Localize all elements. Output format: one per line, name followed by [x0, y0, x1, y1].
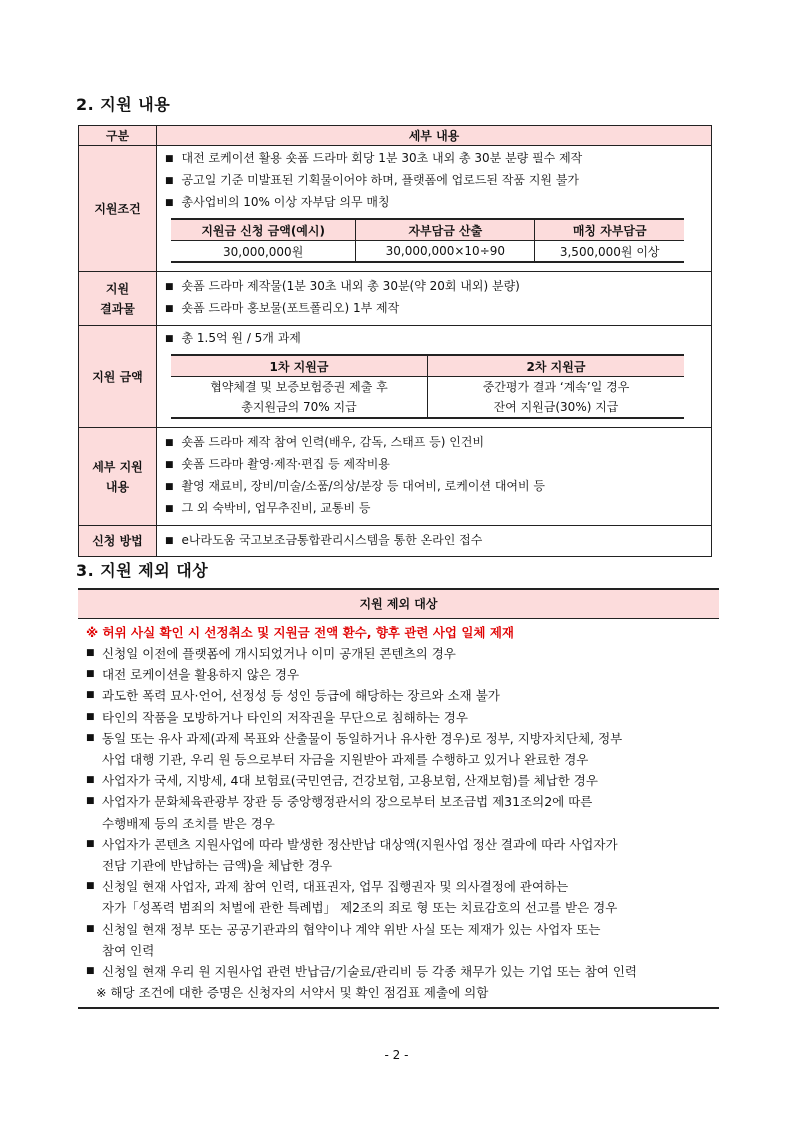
list-item: ■ 숏폼 드라마 촬영·제작·편집 등 제작비용	[165, 454, 705, 476]
matching-cell: 3,500,000원 이상	[535, 241, 684, 263]
exclusion-line: 전담 기관에 반납하는 금액)을 체납한 경우	[102, 858, 333, 874]
label-conditions: 지원조건	[79, 146, 157, 272]
exclusion-line: ■ 사업자가 콘텐츠 지원사업에 따라 발생한 정산반납 대상액(지원사업 정산 결과에 따라 사업자가	[102, 836, 618, 852]
exclusion-item	[86, 919, 719, 961]
exclusion-item	[86, 876, 719, 918]
exclusion-line: ■ 신청일 이전에 플랫폼에 개시되었거나 이미 공개된 콘텐츠의 경우	[102, 646, 456, 661]
content-apply	[157, 526, 712, 557]
exclusion-line: 참여 인력	[102, 942, 155, 958]
exclusion-line: ■ 사업자가 문화체육관광부 장관 등 중앙행정관서의 장으로부터 보조금법 제31조의2에 따른	[102, 794, 593, 810]
row-amount	[79, 326, 712, 428]
exclusion-item	[86, 728, 719, 770]
row-details	[79, 428, 712, 526]
content-conditions	[157, 146, 712, 272]
payment-table	[171, 354, 684, 419]
section-title-exclusions: 3. 지원 제외 대상	[76, 561, 209, 580]
header-details: 세부 내용	[157, 126, 712, 146]
label-line: 지원	[105, 281, 130, 296]
label-line: 결과물	[100, 301, 135, 316]
exclusions-body	[78, 619, 719, 1009]
row-conditions	[79, 146, 712, 272]
label-results	[79, 272, 157, 326]
exclusion-line: ■ 대전 로케이션을 활용하지 않은 경우	[102, 667, 300, 683]
exclusion-line: ■ 과도한 폭력 묘사·언어, 선정성 등 성인 등급에 해당하는 장르와 소재 불가	[102, 688, 500, 704]
exclusion-line: ■ 타인의 작품을 모방하거나 타인의 저작권을 무단으로 침해하는 경우	[102, 709, 468, 725]
list-item: ■ e나라도움 국고보조금통합관리시스템을 통한 온라인 접수	[165, 530, 705, 552]
matching-header: 자부담금 산출	[356, 219, 535, 241]
list-item: ■ 총사업비의 10% 이상 자부담 의무 매칭	[165, 192, 705, 214]
exclusion-item	[86, 770, 719, 791]
support-content-table	[78, 125, 712, 557]
exclusion-line: 수행배제 등의 조치를 받은 경우	[102, 815, 275, 831]
list-item: ■ 그 외 숙박비, 업무추진비, 교통비 등	[165, 498, 705, 520]
exclusion-line: 사업 대행 기관, 우리 원 등으로부터 자금을 지원받아 과제를 수행하고 있거나 완료한 경우	[102, 752, 589, 768]
label-details	[79, 428, 157, 526]
matching-cell: 30,000,000원	[171, 241, 356, 263]
exclusion-line: 자가「성폭력 범죄의 처벌에 관한 특례법」 제2조의 죄로 형 또는 치료감호의 선고를 받은 경우	[102, 900, 618, 916]
exclusion-item	[86, 685, 719, 706]
matching-cell: 30,000,000×10÷90	[356, 241, 535, 263]
list-item: ■ 촬영 재료비, 장비/미술/소품/의상/분장 등 대여비, 로케이션 대여비 등	[165, 476, 705, 498]
exclusion-line: ■ 사업자가 국세, 지방세, 4대 보험료(국민연금, 건강보험, 고용보험, 산재보험)를 체납한 경우	[102, 773, 598, 789]
payment-header: 2차 지원금	[428, 355, 685, 377]
exclusion-item	[86, 643, 719, 664]
list-item: ■ 숏폼 드라마 제작 참여 인력(배우, 감독, 스태프 등) 인건비	[165, 432, 705, 454]
payment-cell	[428, 377, 685, 419]
note-text: ※ 해당 조건에 대한 증명은 신청자의 서약서 및 확인 점검표 제출에 의함	[96, 985, 489, 1001]
list-item: ■ 공고일 기준 미발표된 기획물이어야 하며, 플랫폼에 업로드된 작품 지원 불가	[165, 170, 705, 192]
label-apply: 신청 방법	[79, 526, 157, 557]
content-details	[157, 428, 712, 526]
exclusions-header: 지원 제외 대상	[78, 588, 719, 619]
exclusion-item	[86, 961, 719, 982]
exclusion-line: ■ 신청일 현재 사업자, 과제 참여 인력, 대표권자, 업무 집행권자 및 의사결정에 관여하는	[102, 879, 569, 895]
exclusion-item	[86, 834, 719, 876]
list-item: ■ 대전 로케이션 활용 숏폼 드라마 회당 1분 30초 내외 총 30분 분량 필수 제작	[165, 148, 705, 170]
exclusions-box	[78, 588, 719, 1009]
exclusion-item	[86, 707, 719, 728]
row-apply	[79, 526, 712, 557]
content-results	[157, 272, 712, 326]
label-line: 내용	[105, 479, 130, 494]
payment-line: 잔여 지원금(30%) 지급	[493, 400, 619, 414]
content-amount	[157, 326, 712, 428]
label-line: 세부 지원	[92, 459, 143, 474]
payment-line: 중간평가 결과 ‘계속’일 경우	[482, 380, 630, 394]
section-title-support-content: 2. 지원 내용	[76, 95, 171, 114]
payment-line: 총지원금의 70% 지급	[241, 400, 357, 414]
exclusion-list	[86, 643, 719, 982]
list-item: ■ 총 1.5억 원 / 5개 과제	[165, 328, 705, 350]
label-amount: 지원 금액	[79, 326, 157, 428]
warning-text: ※ 허위 사실 확인 시 선정취소 및 지원금 전액 환수, 향후 관련 사업 일체 제재	[86, 625, 515, 640]
payment-header: 1차 지원금	[171, 355, 428, 377]
exclusion-line: ■ 동일 또는 유사 과제(과제 목표와 산출물이 동일하거나 유사한 경우)로 정부, 지방자치단체, 정부	[102, 730, 623, 746]
exclusion-line: ■ 신청일 현재 우리 원 지원사업 관련 반납금/기술료/관리비 등 각종 채무가 있는 기업 또는 참여 인력	[102, 964, 637, 980]
row-results	[79, 272, 712, 326]
header-category: 구분	[79, 126, 157, 146]
exclusion-line: ■ 신청일 현재 정부 또는 공공기관과의 협약이나 계약 위반 사실 또는 제재가 있는 사업자 또는	[102, 921, 601, 937]
matching-header: 매칭 자부담금	[535, 219, 684, 241]
page-number: - 2 -	[384, 1048, 409, 1062]
matching-table	[171, 218, 684, 263]
exclusion-item	[86, 791, 719, 833]
list-item: ■ 숏폼 드라마 홍보물(포트폴리오) 1부 제작	[165, 298, 705, 320]
payment-cell	[171, 377, 428, 419]
matching-header: 지원금 신청 금액(예시)	[171, 219, 356, 241]
exclusion-item	[86, 664, 719, 685]
list-item: ■ 숏폼 드라마 제작물(1분 30초 내외 총 30분(약 20회 내외) 분량)	[165, 276, 705, 298]
payment-line: 협약체결 및 보증보험증권 제출 후	[210, 380, 388, 394]
